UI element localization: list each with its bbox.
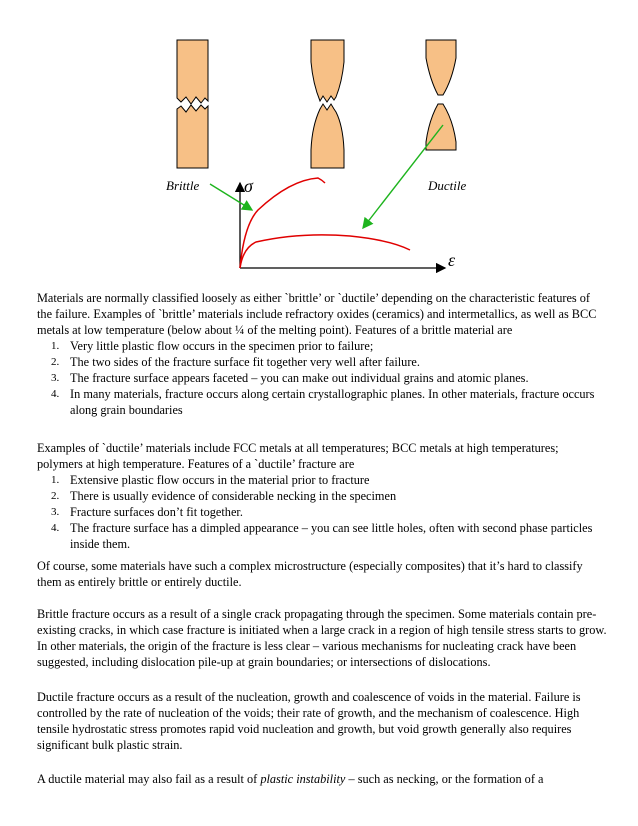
list-item — [37, 338, 607, 354]
paragraph-ductile — [37, 440, 607, 552]
paragraph-plastic-instability — [37, 771, 607, 787]
necked-specimen — [311, 40, 344, 168]
paragraph-text: Of course, some materials have such a complex microstructure (especially composites) that it’s hard to classify them as entirely brittle or entirely ductile. — [37, 559, 583, 589]
list-item-text: Very little plastic flow occurs in the specimen prior to failure; — [70, 339, 374, 353]
list-item — [37, 488, 607, 504]
list-item-text: The two sides of the fracture surface fit together very well after failure. — [70, 355, 420, 369]
paragraph-text: Ductile fracture occurs as a result of the nucleation, growth and coalescence of voids in the material. Failure is controlled by the rate of nucleation of the voids; their rate of growth, and the mechanism of coalescence. High tensile hydrostatic stress promotes rapid void nucleation and growth, but void growth generally also requires significant bulk plastic strain. — [37, 690, 581, 752]
list-number: 3. — [51, 372, 60, 384]
paragraph-brittle-fracture — [37, 606, 607, 670]
list-item-text: In many materials, fracture occurs along certain crystallographic planes. In other materials, fracture occurs along grain boundaries — [70, 387, 595, 417]
list-item — [37, 354, 607, 370]
paragraph-ductile-fracture — [37, 689, 607, 753]
brittle-label: Brittle — [166, 178, 200, 193]
paragraph-brittle — [37, 290, 607, 418]
list-number: 4. — [51, 388, 60, 400]
list-item — [37, 472, 607, 488]
sigma-label: σ — [244, 176, 253, 196]
list-number: 1. — [51, 474, 60, 486]
paragraph-composites — [37, 558, 607, 590]
ductile-curve — [240, 235, 410, 268]
ductile-features-list — [37, 472, 607, 552]
list-item-text: Extensive plastic flow occurs in the material prior to fracture — [70, 473, 370, 487]
list-item — [37, 386, 607, 418]
text-run: A ductile material may also fail as a result of — [37, 772, 261, 786]
list-item-text: The fracture surface appears faceted – you can make out individual grains and atomic planes. — [70, 371, 529, 385]
text-run: – such as necking, or the formation of a — [345, 772, 544, 786]
list-item-text: The fracture surface has a dimpled appearance – you can see little holes, often with second phase particles inside them. — [70, 521, 593, 551]
list-item — [37, 520, 607, 552]
epsilon-label: ε — [448, 250, 456, 270]
ductile-label: Ductile — [428, 178, 467, 193]
fracture-figure — [0, 0, 638, 280]
ductile-specimen — [426, 40, 456, 150]
list-number: 2. — [51, 356, 60, 368]
list-number: 1. — [51, 340, 60, 352]
paragraph-text — [37, 771, 607, 787]
paragraph-text: Examples of `ductile’ materials include FCC metals at all temperatures; BCC metals at high temperatures; polymers at high temperature. Features of a `ductile’ fracture are — [37, 441, 559, 471]
paragraph-text: Materials are normally classified loosely as either `brittle’ or `ductile’ depending on the characteristic features of the failure. Examples of `brittle’ materials include refractory oxides (ceramics) and intermetallics, as well as BCC metals at low temperature (below about ¼ of the melting point). Features of a brittle material are — [37, 291, 597, 337]
list-number: 3. — [51, 506, 60, 518]
paragraph-text: Brittle fracture occurs as a result of a single crack propagating through the specimen. Some materials contain pre-existing cracks, in which case fracture is initiated when a large crack in a region of high tensile stress starts to grow. In other materials, the origin of the fracture is less clear – various mechanisms for nucleating crack have been suggested, including dislocation pile-up at grain boundaries; or intersections of dislocations. — [37, 607, 607, 669]
list-item-text: Fracture surfaces don’t fit together. — [70, 505, 243, 519]
list-item — [37, 370, 607, 386]
brittle-specimen — [177, 40, 208, 168]
brittle-features-list — [37, 338, 607, 418]
list-number: 4. — [51, 522, 60, 534]
list-number: 2. — [51, 490, 60, 502]
list-item — [37, 504, 607, 520]
list-item-text: There is usually evidence of considerable necking in the specimen — [70, 489, 397, 503]
italic-term: plastic instability — [260, 772, 346, 786]
ductile-arrow — [363, 125, 443, 228]
